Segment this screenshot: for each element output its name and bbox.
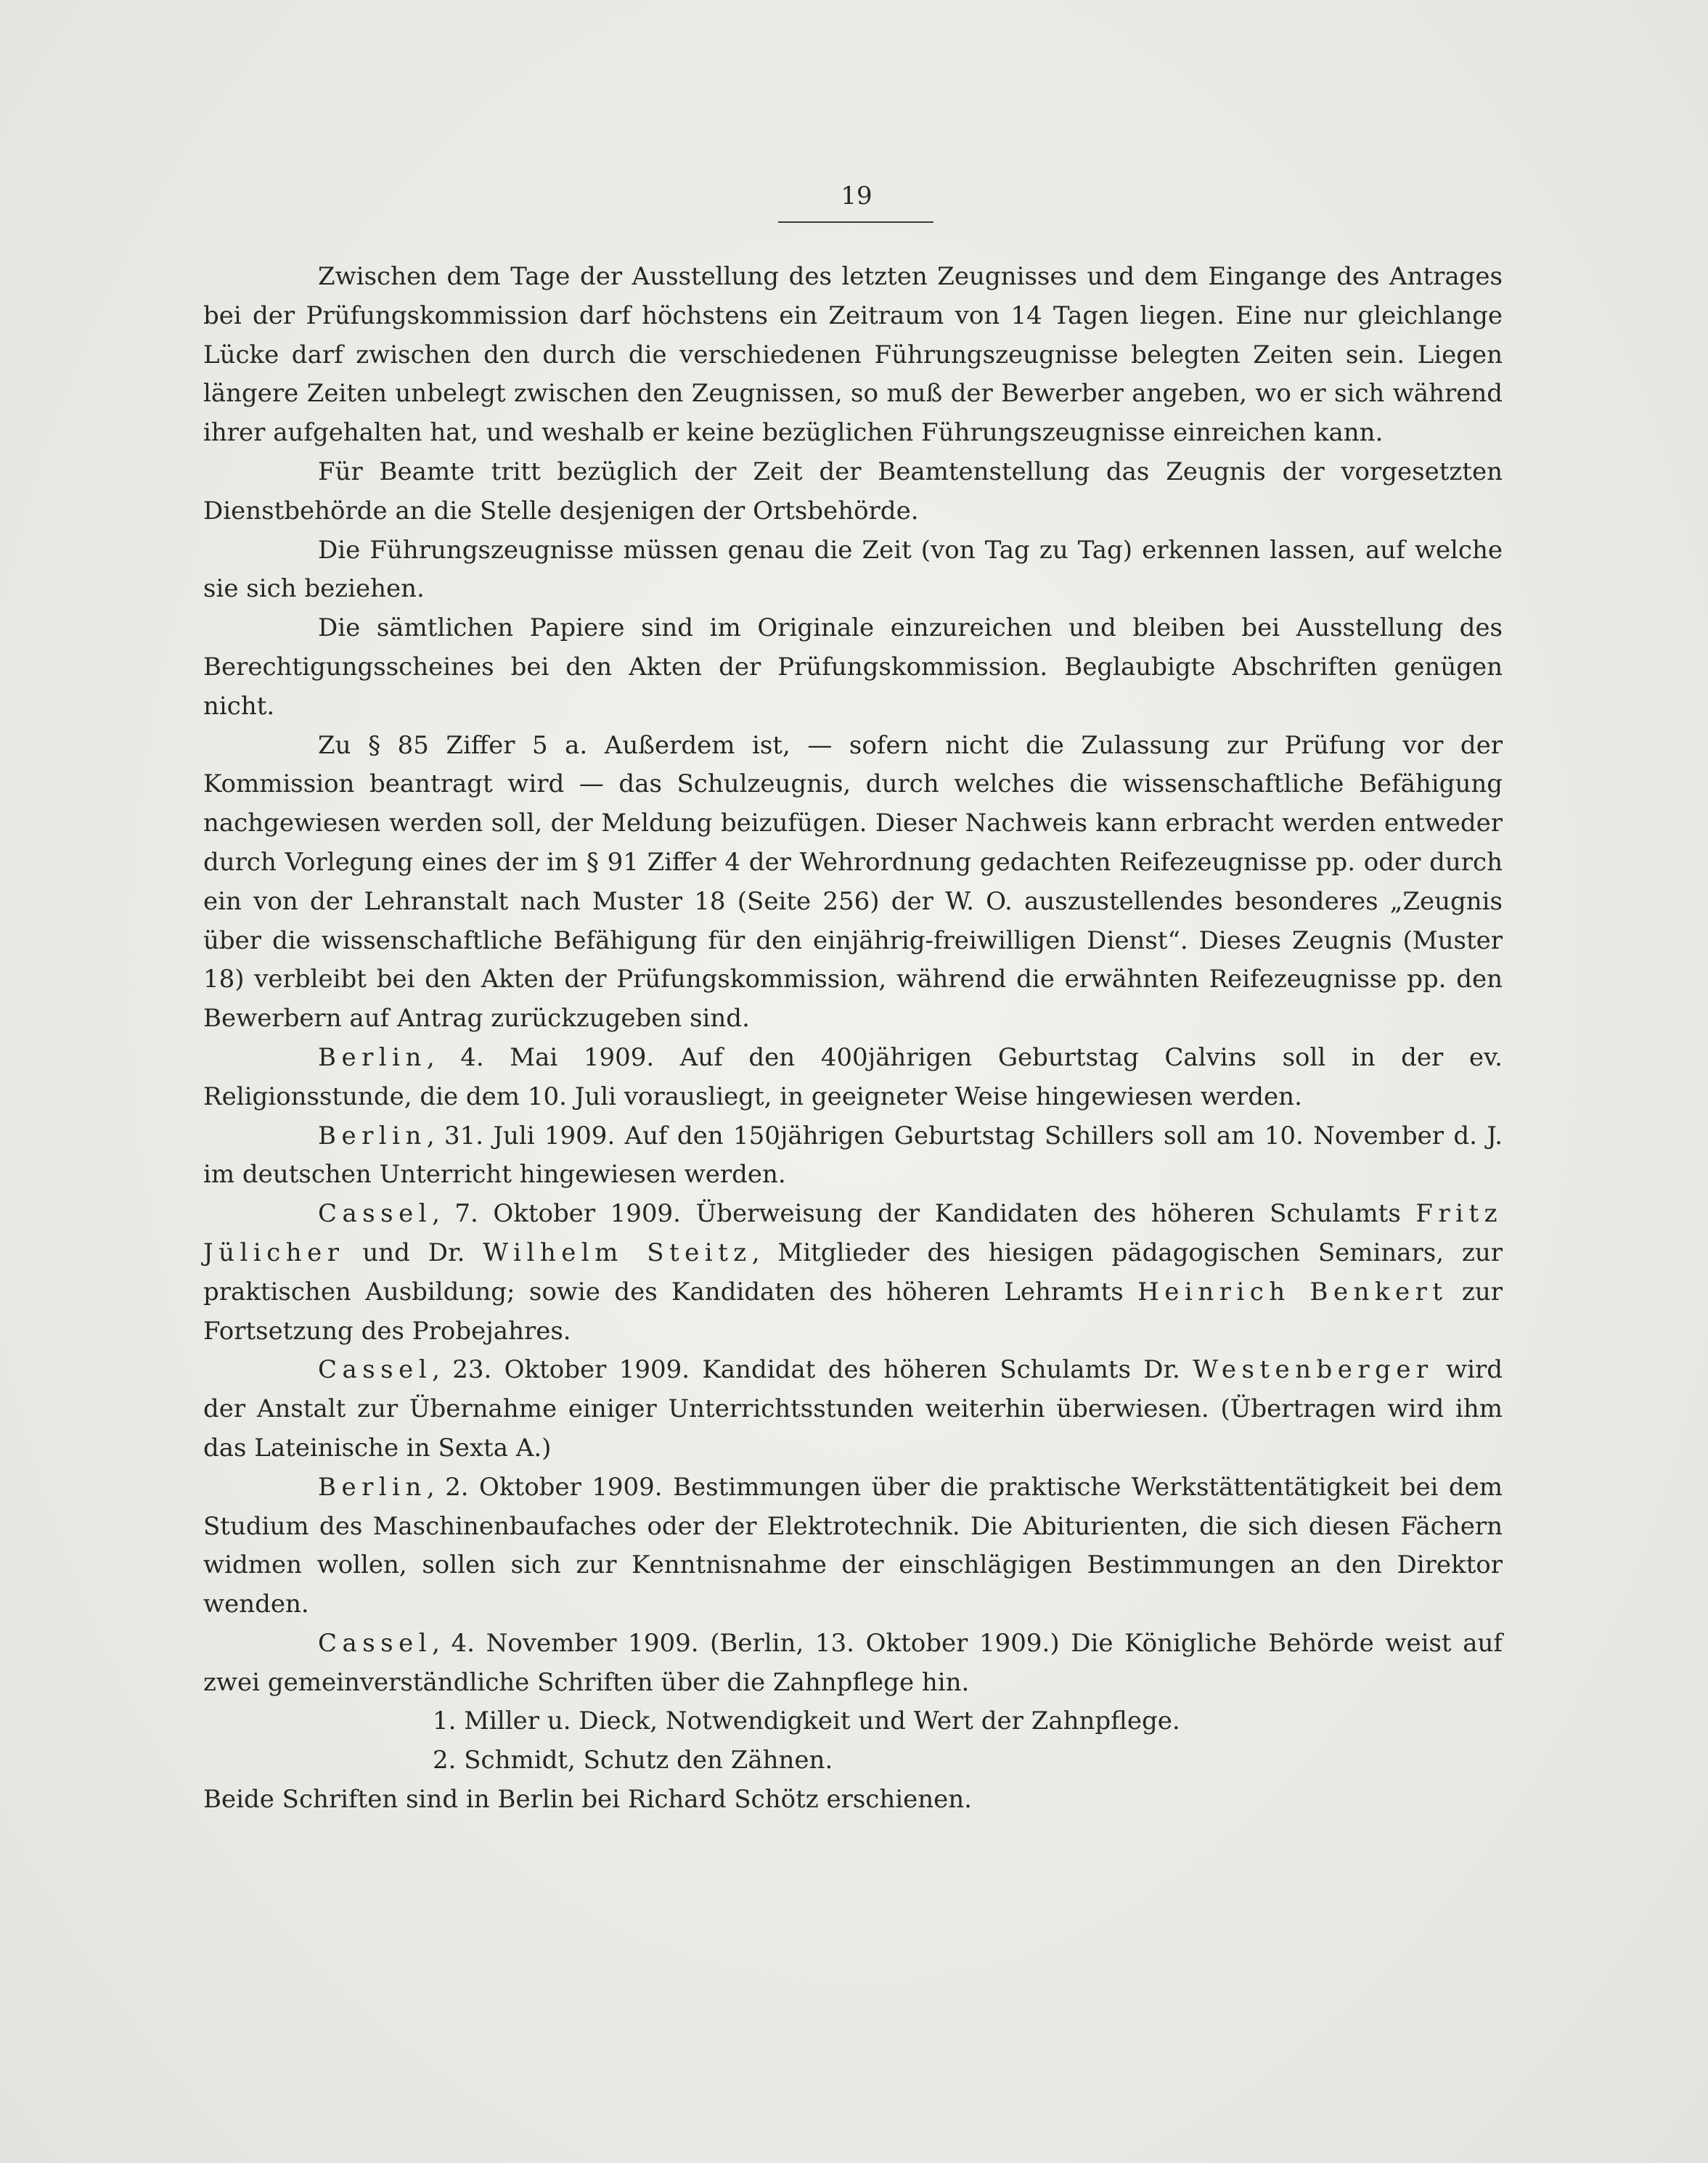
entry-place: Cassel: [318, 1355, 433, 1385]
entry-place: Cassel: [318, 1199, 433, 1229]
entry-text: wird der Anstalt zur Übernahme einiger Unterrichtsstunden weiterhin überwiesen. (Übertragen wird ihm das Lateinische in Sexta A.): [203, 1355, 1503, 1463]
entry-text: , 2. Oktober 1909. Bestimmungen über die praktische Werkstättentätigkeit bei dem Studium des Maschinenbaufaches oder der Elektrotechnik. Die Abiturienten, die sich diesen Fächern widmen wollen, sollen sich zur Kenntnisnahme der einschlägigen Bestimmungen an den Direktor wenden.: [203, 1472, 1503, 1619]
entry-berlin-calvin: [203, 1039, 1503, 1117]
person-name: Wilhelm Steitz: [483, 1238, 752, 1267]
paragraph-officials: Für Beamte tritt bezüglich der Zeit der Beamtenstellung das Zeugnis der vorgesetzten Dienstbehörde an die Stelle desjenigen der Ortsbehörde.: [203, 457, 1503, 526]
list-item: 2. Schmidt, Schutz den Zähnen.: [433, 1746, 833, 1775]
entry-place: Berlin: [318, 1042, 427, 1072]
person-name: Fritz Jülicher: [203, 1199, 1503, 1267]
page-number: 19: [841, 181, 873, 210]
document-body: [203, 258, 1503, 1820]
entry-place: Berlin: [318, 1472, 427, 1502]
entry-text: , 4. Mai 1909. Auf den 400jährigen Geburtstag Calvins soll in der ev. Religionsstunde, die dem 10. Juli vorausliegt, in geeigneter Weise hingewiesen werden.: [203, 1042, 1503, 1111]
entry-cassel-dental: [203, 1624, 1503, 1703]
paragraph-period: Die Führungszeugnisse müssen genau die Zeit (von Tag zu Tag) erkennen lassen, auf welche sie sich beziehen.: [203, 535, 1503, 604]
entry-text: , 4. November 1909. (Berlin, 13. Oktober 1909.) Die Königliche Behörde weist auf zwei gemeinverständliche Schriften über die Zahnpflege hin.: [203, 1628, 1503, 1697]
entry-cassel-candidates: [203, 1195, 1503, 1351]
entry-place: Berlin: [318, 1121, 427, 1150]
entry-berlin-schiller: [203, 1117, 1503, 1195]
entry-text: , 23. Oktober 1909. Kandidat des höheren Schulamts Dr.: [432, 1355, 1193, 1385]
paragraph-section-85: Zu § 85 Ziffer 5 a. Außerdem ist, — sofern nicht die Zulassung zur Prüfung vor der Kommission beantragt wird — das Schulzeugnis, durch welches die wissenschaftliche Befähigung nachgewiesen werden soll, der Meldung beizufügen. Dieser Nachweis kann erbracht werden entweder durch Vorlegung eines der im § 91 Ziffer 4 der Wehrordnung gedachten Reifezeugnisse pp. oder durch ein von der Lehranstalt nach Muster 18 (Seite 256) der W. O. auszustellendes besonderes „Zeugnis über die wissenschaftliche Befähigung für den einjährig-freiwilligen Dienst“. Dieses Zeugnis (Muster 18) verbleibt bei den Akten der Prüfungskommission, während die erwähnten Reifezeugnisse pp. den Bewerbern auf Antrag zurückzugeben sind.: [203, 730, 1503, 1034]
person-name: Heinrich Benkert: [1137, 1277, 1448, 1307]
entry-text: , Mitglieder des hiesigen pädagogischen Seminars, zur praktischen Ausbildung; sowie des Kandidaten des höheren Lehramts: [203, 1238, 1503, 1307]
entry-cassel-westenberger: [203, 1351, 1503, 1468]
person-name: Westenberger: [1193, 1355, 1434, 1385]
entry-text: , 7. Oktober 1909. Überweisung der Kandidaten des höheren Schulamts: [432, 1199, 1416, 1229]
entry-text: zur Fortsetzung des Probejahres.: [203, 1277, 1503, 1346]
page-number-rule: [778, 221, 933, 223]
entry-berlin-workshop: [203, 1468, 1503, 1624]
list-item: 1. Miller u. Dieck, Notwendigkeit und Wert der Zahnpflege.: [433, 1706, 1180, 1736]
paragraph-certificate-gap: Zwischen dem Tage der Ausstellung des letzten Zeugnisses und dem Eingange des Antrages bei der Prüfungskommission darf höchstens ein Zeitraum von 14 Tagen liegen. Eine nur gleichlange Lücke darf zwischen den durch die verschiedenen Führungszeugnisse belegten Zeiten sein. Liegen längere Zeiten unbelegt zwischen den Zeugnissen, so muß der Bewerber angeben, wo er sich während ihrer aufgehalten hat, und weshalb er keine bezüglichen Führungszeugnisse einreichen kann.: [203, 262, 1503, 448]
entry-text: , 31. Juli 1909. Auf den 150jährigen Geburtstag Schillers soll am 10. November d. J. im deutschen Unterricht hingewiesen werden.: [203, 1121, 1503, 1190]
entry-place: Cassel: [318, 1628, 433, 1658]
entry-text: und Dr.: [344, 1238, 483, 1267]
closing-line: Beide Schriften sind in Berlin bei Richard Schötz erschienen.: [203, 1785, 972, 1815]
paragraph-papers: Die sämtlichen Papiere sind im Originale einzureichen und bleiben bei Ausstellung des Berechtigungsscheines bei den Akten der Prüfungskommission. Beglaubigte Abschriften genügen nicht.: [203, 613, 1503, 721]
